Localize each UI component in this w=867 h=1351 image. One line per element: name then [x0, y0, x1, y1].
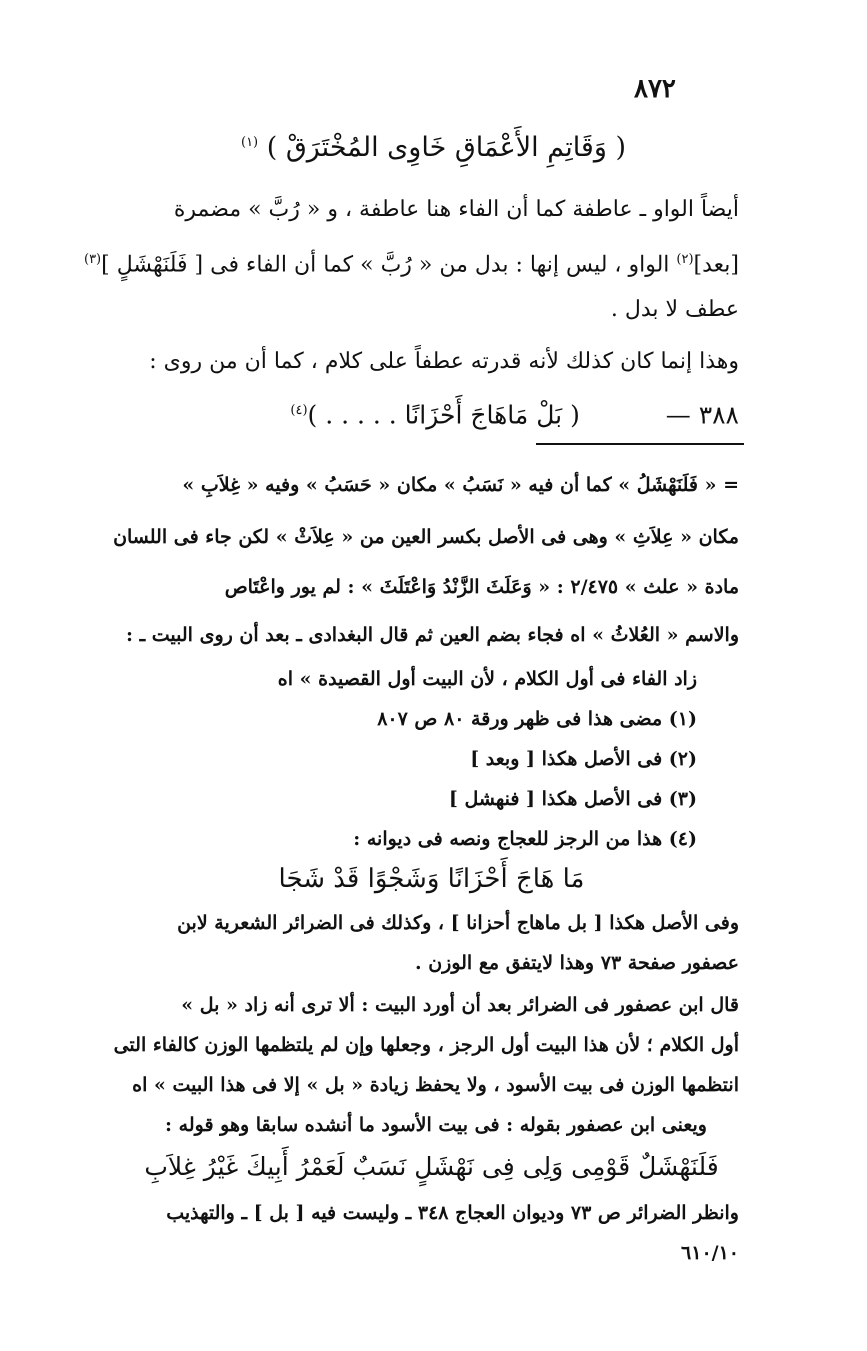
body-line-2 [83, 240, 739, 280]
body-line-3: عطف لا بدل . [610, 297, 739, 322]
verse-text: ( بَلْ مَاهَاجَ أَحْزَانًا . . . . . ) [307, 400, 580, 430]
footnote-line: زاد الفاء فى أول الكلام ، لأن البيت أول القصيدة » اه [277, 668, 697, 690]
footnote-line: أول الكلام ؛ لأن هذا البيت أول الرجز ، وجعلها وإن لم يلتظمها الوزن كالفاء التى [113, 1034, 739, 1056]
heading-verse [130, 132, 737, 163]
footnote-line: ٦١٠/١٠ [681, 1242, 739, 1264]
footnote-line: = « فَلَنَهْشَلُ » كما أن فيه « نَسَبُ » مكان « حَسَبُ » وفيه « غِلاَبِ » [182, 474, 739, 496]
footnote-1: (١) مضى هذا فى ظهر ورقة ٨٠ ص ٨٠٧ [377, 708, 697, 730]
footnote-ref-2: (٢) [676, 252, 694, 267]
footnote-line: عصفور صفحة ٧٣ وهذا لايتفق مع الوزن . [414, 952, 739, 974]
footnote-ref-4: (٤) [290, 403, 308, 418]
footnote-2: (٢) فى الأصل هكذا [ وبعد ] [470, 748, 697, 770]
footnote-3: (٣) فى الأصل هكذا [ فنهشل ] [448, 788, 697, 810]
footnote-line: قال ابن عصفور فى الضرائر بعد أن أورد البيت : ألا ترى أنه زاد « بل » [181, 994, 739, 1016]
heading-verse-text: ( وَقَاتِمِ الأَعْمَاقِ خَاوِى المُخْتَرَقْ ) [266, 132, 626, 163]
footnote-line: مادة « علث » ٢/٤٧٥ : « وَعَلَثَ الزَّنْدُ وَاعْتَلَثَ » : لم يور واعْتَاص [224, 576, 739, 598]
footnote-separator [536, 443, 744, 445]
footnote-line: انتظمها الوزن فى بيت الأسود ، ولا يحفظ زيادة « بل » إلا فى هذا البيت » اه [132, 1074, 739, 1096]
footnote-line: مكان « عِلاَثِ » وهى فى الأصل بكسر العين من « عِلاَثْ » لكن جاء فى اللسان [113, 526, 739, 548]
body-line-2-text: الواو ، ليس إنها : بدل من « رُبَّ » كما أن الفاء فى [ فَلَنَهْشَلٍ ] [101, 252, 670, 278]
verse-number: ٣٨٨ — [665, 400, 739, 430]
rajaz-verse: مَا هَاجَ أَحْزَانًا وَشَجْوًا قَدْ شَجَا [278, 864, 585, 894]
body-line-4: وهذا إنما كان كذلك لأنه قدرته عطفاً على كلام ، كما أن من روى : [149, 349, 739, 374]
footnote-line: وانظر الضرائر ص ٧٣ وديوان العجاج ٣٤٨ ـ وليست فيه [ بل ] ـ والتهذيب [166, 1202, 739, 1224]
footnote-4: (٤) هذا من الرجز للعجاج ونصه فى ديوانه : [353, 828, 697, 850]
page-number: ٨٧٢ [634, 74, 676, 104]
numbered-verse [124, 390, 739, 432]
footnote-line: وفى الأصل هكذا [ بل ماهاج أحزانا ] ، وكذلك فى الضرائر الشعرية لابن [177, 912, 739, 934]
bracket-insert: [بعد] [693, 252, 739, 278]
footnote-line: والاسم « العُلاثُ » اه فجاء بضم العين ثم قال البغدادى ـ بعد أن روى البيت ـ : [125, 624, 739, 646]
footnote-ref-1: (١) [240, 135, 259, 150]
footnote-line: ويعنى ابن عصفور بقوله : فى بيت الأسود ما أنشده سابقا وهو قوله : [165, 1114, 707, 1136]
body-line-1: أيضاً الواو ـ عاطفة كما أن الفاء هنا عاطفة ، و « رُبَّ » مضمرة [173, 197, 739, 222]
footnote-ref-3: (٣) [83, 252, 102, 267]
aswad-verse: فَلَنَهْشَلٌ قَوْمِى وَلِى فِى نَهْشَلٍ نَسَبٌ لَعَمْرُ أَبِيكَ غَيْرُ غِلاَبِ [144, 1152, 719, 1181]
